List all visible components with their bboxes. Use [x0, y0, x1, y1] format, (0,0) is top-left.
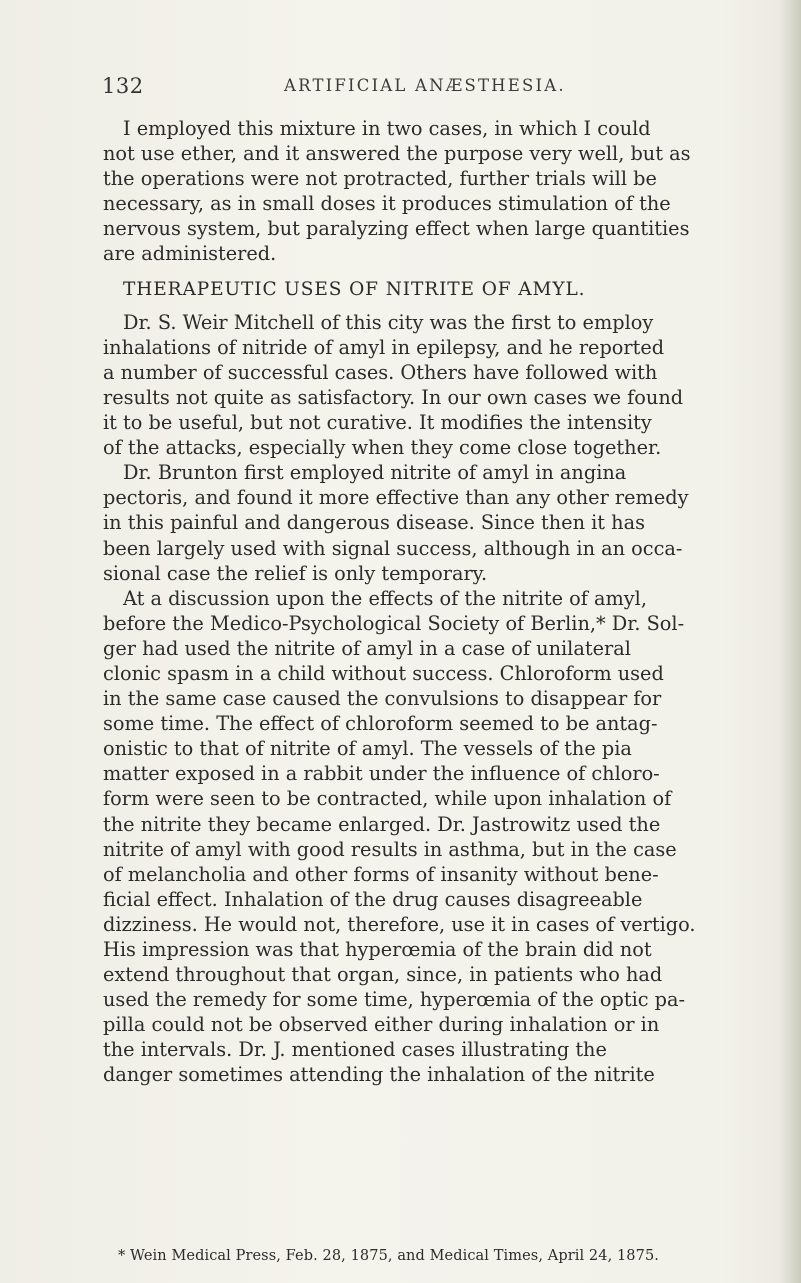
- paragraph-1: [103, 116, 743, 267]
- text-line: nervous system, but paralyzing effect when large quantities: [103, 217, 690, 241]
- text-line: ficial effect. Inhalation of the drug causes disagreeable: [103, 887, 643, 911]
- text-line: of melancholia and other forms of insanity without bene-: [103, 862, 659, 886]
- text-line: not use ether, and it answered the purpose very well, but as: [103, 142, 691, 166]
- text-line: At a discussion upon the effects of the nitrite of amyl,: [123, 586, 647, 610]
- text-line: are administered.: [103, 242, 277, 266]
- text-line: clonic spasm in a child without success. Chloroform used: [103, 661, 664, 685]
- text-line: the nitrite they became enlarged. Dr. Jastrowitz used the: [103, 812, 661, 836]
- text-line: necessary, as in small doses it produces stimulation of the: [103, 192, 671, 216]
- text-line: used the remedy for some time, hyperœmia of the optic pa-: [103, 988, 686, 1012]
- text-line: Dr. S. Weir Mitchell of this city was the first to employ: [123, 310, 654, 334]
- page-header: [102, 74, 722, 100]
- text-line: matter exposed in a rabbit under the influence of chloro-: [103, 762, 660, 786]
- text-line: of the attacks, especially when they come close together.: [103, 436, 662, 460]
- text-line: some time. The effect of chloroform seemed to be antag-: [103, 712, 658, 736]
- text-line: in the same case caused the convulsions to disappear for: [103, 687, 662, 711]
- section-heading: THERAPEUTIC USES OF NITRITE OF AMYL.: [123, 278, 586, 300]
- text-line: onistic to that of nitrite of amyl. The vessels of the pia: [103, 737, 632, 761]
- text-line: before the Medico-Psychological Society of Berlin,* Dr. Sol-: [103, 611, 685, 635]
- paragraph-3: [103, 460, 743, 585]
- text-line: been largely used with signal success, although in an occa-: [103, 536, 683, 560]
- text-line: form were seen to be contracted, while upon inhalation of: [103, 787, 672, 811]
- text-line: inhalations of nitride of amyl in epilepsy, and he reported: [103, 335, 665, 359]
- text-line: the intervals. Dr. J. mentioned cases illustrating the: [103, 1038, 607, 1062]
- text-line: results not quite as satisfactory. In our own cases we found: [103, 385, 684, 409]
- text-line: pectoris, and found it more effective than any other remedy: [103, 486, 689, 510]
- text-line: Dr. Brunton first employed nitrite of amyl in angina: [123, 461, 627, 485]
- page-number: 132: [102, 74, 144, 98]
- running-head: ARTIFICIAL ANÆSTHESIA.: [284, 76, 566, 95]
- text-line: ger had used the nitrite of amyl in a case of unilateral: [103, 636, 631, 660]
- paragraph-4: [103, 586, 743, 1088]
- text-line: a number of successful cases. Others have followed with: [103, 360, 658, 384]
- text-line: in this painful and dangerous disease. Since then it has: [103, 511, 645, 535]
- text-line: danger sometimes attending the inhalation of the nitrite: [103, 1063, 655, 1087]
- text-line: sional case the relief is only temporary.: [103, 561, 488, 585]
- body-text: [103, 116, 743, 1088]
- page-edge-shadow: [779, 0, 801, 1283]
- footnote: * Wein Medical Press, Feb. 28, 1875, and Medical Times, April 24, 1875.: [118, 1248, 659, 1264]
- text-line: I employed this mixture in two cases, in which I could: [123, 117, 651, 140]
- text-line: pilla could not be observed either during inhalation or in: [103, 1013, 660, 1037]
- text-line: His impression was that hyperœmia of the brain did not: [103, 938, 652, 961]
- paragraph-2: [103, 310, 743, 461]
- text-line: nitrite of amyl with good results in asthma, but in the case: [103, 837, 677, 861]
- text-line: extend throughout that organ, since, in patients who had: [103, 963, 663, 987]
- text-line: the operations were not protracted, further trials will be: [103, 167, 657, 191]
- text-line: it to be useful, but not curative. It modifies the intensity: [103, 411, 652, 435]
- text-line: dizziness. He would not, therefore, use it in cases of vertigo.: [103, 912, 696, 936]
